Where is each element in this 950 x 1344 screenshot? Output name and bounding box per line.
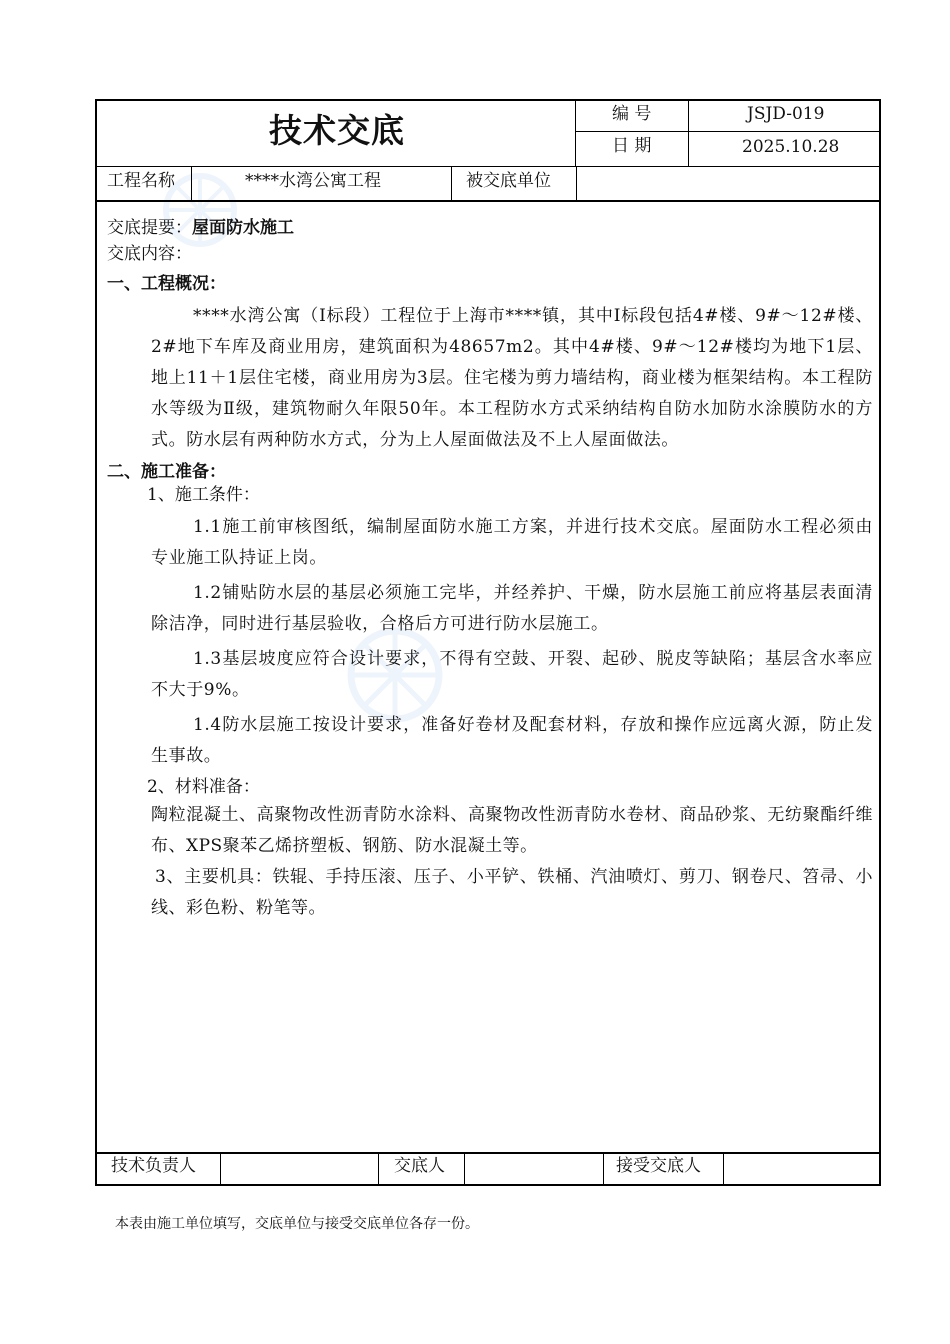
item-1-1: 1.1施工前审核图纸，编制屋面防水施工方案，并进行技术交底。屋面防水工程必须由专业施工队持证上岗。: [151, 517, 873, 568]
section-1-title: 一、工程概况：: [107, 274, 226, 294]
section-2-title: 二、施工准备：: [107, 462, 226, 482]
project-vline: [576, 166, 577, 200]
date-value: 2025.10.28: [742, 137, 840, 157]
signoff-vline: [220, 1152, 221, 1186]
section-1-text: ****水湾公寓（Ⅰ标段）工程位于上海市****镇，其中Ⅰ标段包括4#楼、9#～12#楼、2#地下车库及商业用房，建筑面积为48657m2。其中4#楼、9#～12#楼均为地下1层、地上11＋1层住宅楼，商业用房为3层。住宅楼为剪力墙结构，商业楼为框架结构。本工程防水等级为Ⅱ级，建筑物耐久年限50年。本工程防水方式采纳结构自防水加防水涂膜防水的方式。防水层有两种防水方式，分为上人屋面做法及不上人屋面做法。: [151, 306, 873, 450]
sub-2-title: 2、材料准备：: [147, 777, 260, 797]
project-vline: [451, 166, 452, 200]
signoff-vline: [464, 1152, 465, 1186]
signoff-vline: [378, 1152, 379, 1186]
materials-text: 陶粒混凝土、高聚物改性沥青防水涂料、高聚物改性沥青防水卷材、商品砂浆、无纺聚酯纤维布、XPS聚苯乙烯挤塑板、钢筋、防水混凝土等。: [151, 805, 873, 856]
sub-1-title: 1、施工条件：: [147, 485, 260, 505]
discloser-label: 交底人: [394, 1156, 445, 1176]
content-label: 交底内容：: [107, 244, 192, 264]
signoff-vline: [723, 1152, 724, 1186]
header-bottom-line: [97, 166, 881, 167]
project-name-value: ****水湾公寓工程: [245, 171, 381, 191]
header-divider: [575, 131, 881, 132]
signoff-vline: [603, 1152, 604, 1186]
project-vline: [191, 166, 192, 200]
recipient-unit-label: 被交底单位: [466, 171, 551, 191]
footnote: 本表由施工单位填写，交底单位与接受交底单位各存一份。: [115, 1216, 479, 1232]
code-label: 编 号: [612, 104, 652, 124]
header-vline: [688, 101, 689, 166]
tech-lead-label: 技术负责人: [111, 1156, 196, 1176]
disclosure-form: [95, 99, 881, 1186]
code-value: JSJD-019: [747, 104, 825, 124]
summary-label: 交底提要：: [107, 218, 192, 238]
project-bottom-line: [97, 200, 881, 202]
item-1-4: 1.4防水层施工按设计要求，准备好卷材及配套材料，存放和操作应远离火源，防止发生事故。: [151, 715, 873, 766]
date-label: 日 期: [612, 136, 652, 156]
tools-text: 3、主要机具：铁辊、手持压滚、压子、小平铲、铁桶、汽油喷灯、剪刀、钢卷尺、笤帚、小线、彩色粉、粉笔等。: [151, 867, 873, 918]
header-vline: [575, 101, 576, 166]
receiver-label: 接受交底人: [616, 1156, 701, 1176]
item-1-2: 1.2铺贴防水层的基层必须施工完毕，并经养护、干燥，防水层施工前应将基层表面清除洁净，同时进行基层验收，合格后方可进行防水层施工。: [151, 583, 873, 634]
summary-value: 屋面防水施工: [192, 218, 294, 238]
signoff-top-line: [97, 1152, 881, 1154]
disclosure-content: [107, 215, 873, 924]
form-title: 技术交底: [269, 111, 405, 150]
project-name-label: 工程名称: [107, 171, 175, 191]
item-1-3: 1.3基层坡度应符合设计要求，不得有空鼓、开裂、起砂、脱皮等缺陷；基层含水率应不大于9%。: [151, 649, 873, 700]
